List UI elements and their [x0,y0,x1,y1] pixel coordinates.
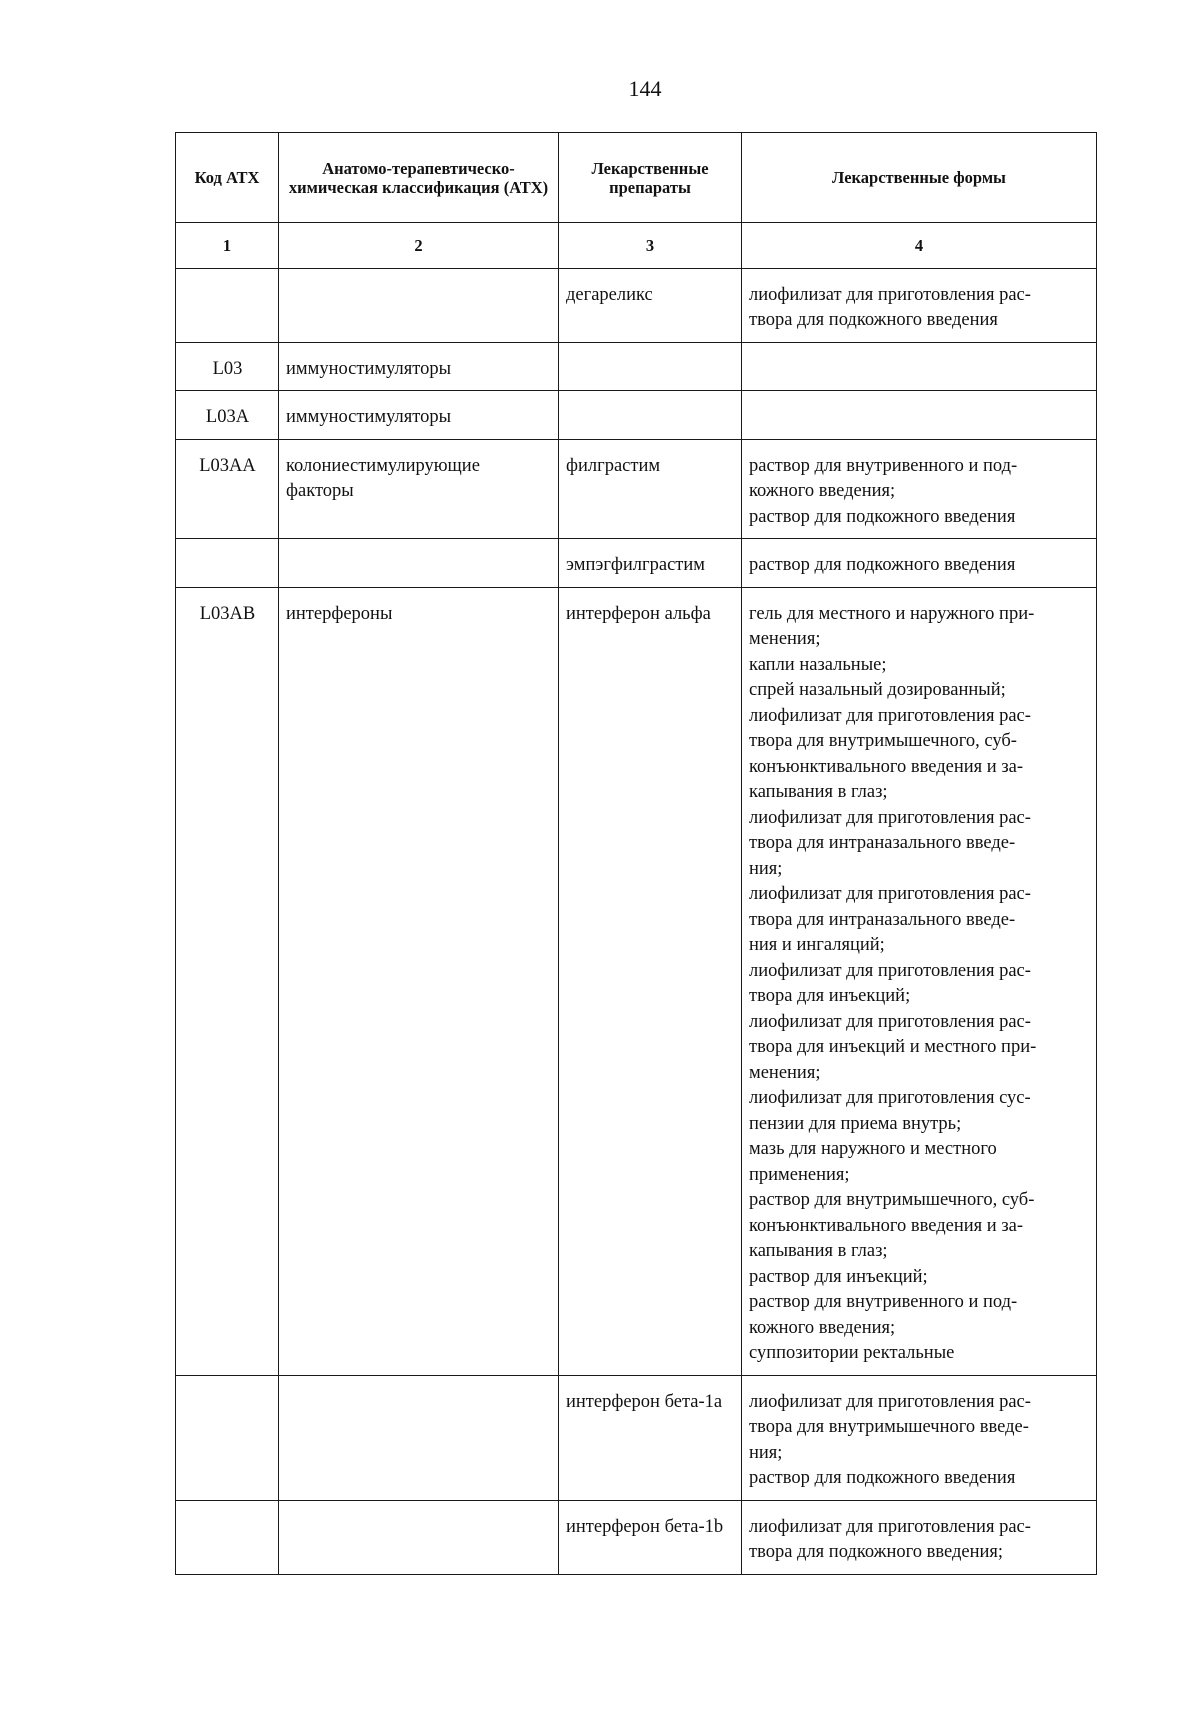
drug-name-cell: эмпэгфилграстим [559,539,742,588]
dosage-form-line: лиофилизат для приготовления рас- [749,1011,1031,1032]
column-number: 3 [559,223,742,269]
drug-name-cell [559,342,742,391]
dosage-form-line: раствор для подкожного введения [749,506,1016,527]
atx-code-cell: L03AB [176,587,279,1375]
dosage-form-line: твора для подкожного введения [749,310,998,330]
dosage-form-line: менения; [749,1062,821,1083]
header-atx-code: Код АТХ [176,133,279,223]
header-dosage-forms: Лекарственные формы [742,133,1097,223]
dosage-form-line: пензии для приема внутрь; [749,1113,962,1134]
dosage-form-line: гель для местного и наружного при- [749,603,1035,624]
dosage-form-line: менения; [749,629,821,649]
dosage-forms-cell [742,342,1097,391]
table-row [176,439,1097,539]
dosage-form-line: твора для инъекций и местного при- [749,1037,1037,1057]
dosage-form-line: лиофилизат для приготовления рас- [749,1516,1031,1537]
drug-name-cell [559,391,742,440]
atx-classification-cell: колониестимулирующие факторы [279,439,559,539]
column-number: 4 [742,223,1097,269]
atx-code-cell: L03A [176,391,279,440]
dosage-form-line: раствор для внутримышечного, суб- [749,1190,1035,1210]
atx-classification-cell [279,1375,559,1500]
dosage-form-line: капывания в глаз; [749,782,888,802]
dosage-form-line: твора для внутримышечного введе- [749,1417,1029,1437]
atx-code-cell: L03 [176,342,279,391]
dosage-form-line: ния; [749,858,783,879]
dosage-form-line: твора для интраназального введе- [749,909,1016,930]
dosage-forms-cell [742,391,1097,440]
dosage-form-line: спрей назальный дозированный; [749,680,1006,700]
dosage-form-line: лиофилизат для приготовления рас- [749,807,1031,828]
dosage-form-line: лиофилизат для приготовления сус- [749,1088,1031,1108]
dosage-form-line: твора для инъекций; [749,986,911,1006]
dosage-forms-cell [742,439,1097,539]
dosage-form-line: ния; [749,1442,783,1463]
dosage-form-line: кожного введения; [749,481,896,501]
dosage-form-line: твора для подкожного введения; [749,1542,1004,1562]
table-row [176,539,1097,588]
drug-name-cell: интерферон альфа [559,587,742,1375]
atx-code-cell [176,539,279,588]
header-atx-classification: Анатомо-терапевтическо-химическая классификация (АТХ) [279,133,559,223]
atx-classification-cell [279,268,559,342]
atx-code-cell: L03AA [176,439,279,539]
table-row [176,587,1097,1375]
dosage-form-line: лиофилизат для приготовления рас- [749,1391,1031,1412]
drug-name-cell: интерферон бета-1a [559,1375,742,1500]
dosage-form-line: конъюнктивального введения и за- [749,756,1023,777]
dosage-form-line: лиофилизат для приготовления рас- [749,884,1031,904]
dosage-form-line: мазь для наружного и местного [749,1139,997,1159]
table-row [176,1375,1097,1500]
column-number: 2 [279,223,559,269]
atx-code-cell [176,1375,279,1500]
table-row [176,391,1097,440]
atx-classification-cell: иммуностимуляторы [279,342,559,391]
atx-classification-cell [279,1500,559,1574]
dosage-forms-cell [742,539,1097,588]
table-row [176,268,1097,342]
dosage-forms-cell [742,1500,1097,1574]
column-number-row [176,223,1097,269]
dosage-form-line: раствор для внутривенного и под- [749,455,1018,476]
column-number: 1 [176,223,279,269]
atx-table [175,132,1097,1575]
table-row [176,342,1097,391]
drug-name-cell: филграстим [559,439,742,539]
table-row [176,1500,1097,1574]
table-header-row [176,133,1097,223]
dosage-form-line: конъюнктивального введения и за- [749,1215,1023,1236]
page-number: 144 [628,76,662,101]
dosage-form-line: лиофилизат для приготовления рас- [749,705,1031,726]
atx-classification-cell [279,539,559,588]
dosage-forms-cell [742,268,1097,342]
dosage-form-line: кожного введения; [749,1317,896,1338]
atx-code-cell [176,268,279,342]
dosage-form-line: раствор для внутривенного и под- [749,1292,1018,1312]
drug-name-cell: интерферон бета-1b [559,1500,742,1574]
atx-code-cell [176,1500,279,1574]
dosage-forms-cell [742,587,1097,1375]
dosage-form-line: суппозитории ректальные [749,1343,955,1363]
header-drugs: Лекарственные препараты [559,133,742,223]
atx-classification-cell: интерфероны [279,587,559,1375]
dosage-form-line: раствор для подкожного введения [749,555,1016,575]
dosage-form-line: ния и ингаляций; [749,935,885,955]
dosage-form-line: лиофилизат для приготовления рас- [749,284,1031,305]
atx-classification-cell: иммуностимуляторы [279,391,559,440]
drug-name-cell: дегареликс [559,268,742,342]
dosage-form-line: раствор для подкожного введения [749,1468,1016,1488]
dosage-form-line: лиофилизат для приготовления рас- [749,960,1031,981]
dosage-form-line: капывания в глаз; [749,1241,888,1261]
dosage-forms-cell [742,1375,1097,1500]
dosage-form-line: твора для интраназального введе- [749,833,1016,853]
dosage-form-line: раствор для инъекций; [749,1266,928,1287]
dosage-form-line: капли назальные; [749,654,887,675]
dosage-form-line: твора для внутримышечного, суб- [749,731,1017,751]
dosage-form-line: применения; [749,1164,850,1185]
